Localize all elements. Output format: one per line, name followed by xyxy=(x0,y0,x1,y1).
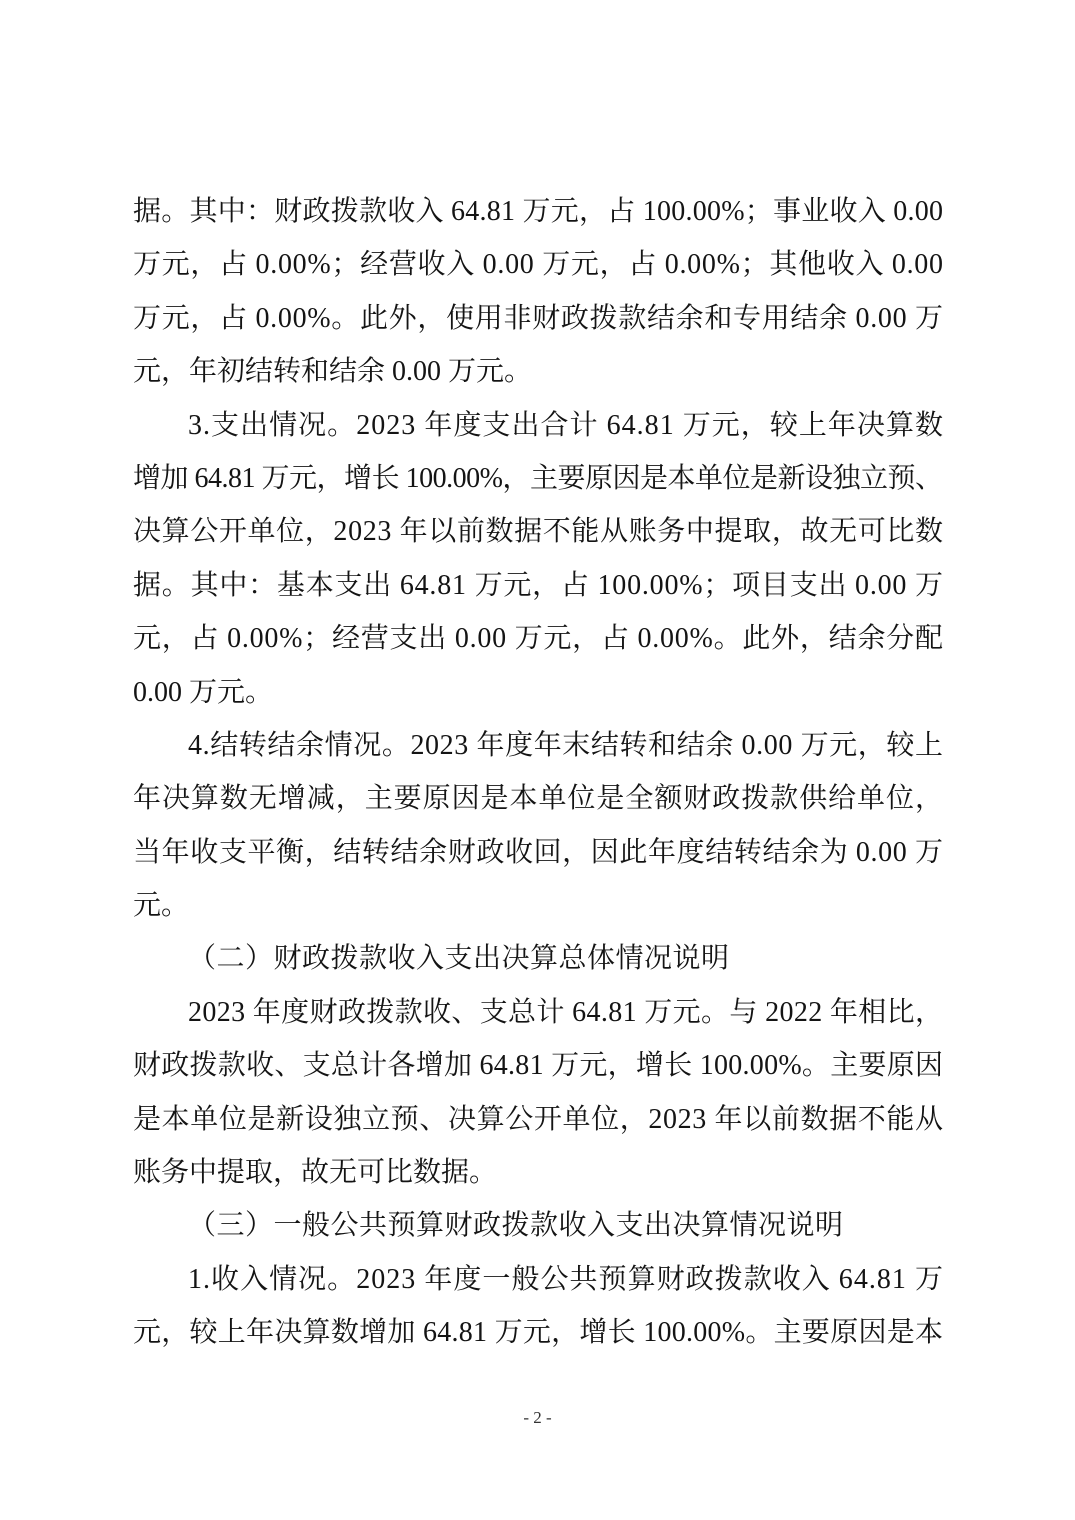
body-text-line: 2023 年度财政拨款收、支总计 64.81 万元。与 2022 年相比， xyxy=(188,996,944,1028)
section-heading: （二）财政拨款收入支出决算总体情况说明 xyxy=(188,943,730,975)
document-body xyxy=(133,185,943,1360)
body-text-line: 万元，占 0.00%；经营收入 0.00 万元，占 0.00%；其他收入 0.00 xyxy=(133,249,944,281)
body-text-line: 账务中提取，故无可比数据。 xyxy=(133,1157,498,1189)
page-number: - 2 - xyxy=(523,1408,552,1427)
body-text-line: 1.收入情况。2023 年度一般公共预算财政拨款收入 64.81 万 xyxy=(188,1263,945,1295)
body-text-line: 元，年初结转和结余 0.00 万元。 xyxy=(133,356,533,388)
section-heading: （三）一般公共预算财政拨款收入支出决算情况说明 xyxy=(188,1210,844,1242)
body-text-line: 决算公开单位，2023 年以前数据不能从账务中提取，故无可比数 xyxy=(133,516,944,548)
body-text-line: 是本单位是新设独立预、决算公开单位，2023 年以前数据不能从 xyxy=(133,1103,944,1135)
body-text-line: 财政拨款收、支总计各增加 64.81 万元，增长 100.00%。主要原因 xyxy=(133,1050,944,1082)
body-text-line: 当年收支平衡，结转结余财政收回，因此年度结转结余为 0.00 万 xyxy=(133,836,944,868)
body-text-line: 元。 xyxy=(133,890,190,922)
body-text-line: 0.00 万元。 xyxy=(133,676,274,708)
body-text-line: 元，占 0.00%；经营支出 0.00 万元，占 0.00%。此外，结余分配 xyxy=(133,623,944,655)
body-text-line: 3.支出情况。2023 年度支出合计 64.81 万元，较上年决算数 xyxy=(188,409,945,441)
body-text-line: 增加 64.81 万元，增长 100.00%，主要原因是本单位是新设独立预、 xyxy=(133,462,943,494)
body-text-line: 4.结转结余情况。2023 年度年末结转和结余 0.00 万元，较上 xyxy=(188,729,944,761)
body-text-line: 年决算数无增减，主要原因是本单位是全额财政拨款供给单位， xyxy=(133,783,944,815)
body-text-line: 据。其中：基本支出 64.81 万元，占 100.00%；项目支出 0.00 万 xyxy=(133,569,944,601)
body-text-line: 据。其中：财政拨款收入 64.81 万元，占 100.00%；事业收入 0.00 xyxy=(133,196,944,227)
body-text-line: 元，较上年决算数增加 64.81 万元，增长 100.00%。主要原因是本 xyxy=(133,1317,944,1349)
body-text-line: 万元，占 0.00%。此外，使用非财政拨款结余和专用结余 0.00 万 xyxy=(133,302,944,334)
